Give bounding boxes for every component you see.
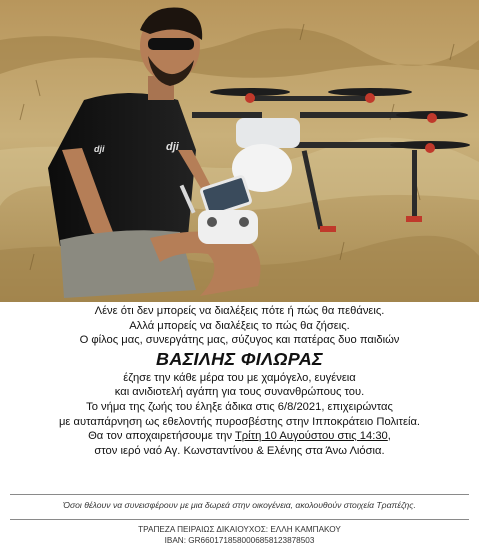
memorial-text [0,304,479,458]
bank-iban: IBAN: GR6601718580006858123878503 [164,536,315,545]
drone-body [236,118,300,148]
funeral-time-line [0,429,479,444]
tribute-line-1: έζησε την κάθε μέρα του με χαμόγελο, ευγένεια [123,371,356,384]
bank-beneficiary: ΤΡΑΠΕΖΑ ΠΕΙΡΑΙΩΣ ΔΙΚΑΙΟΥΧΟΣ: ΕΛΛΗ ΚΑΜΠΑΚΟΥ [138,525,341,534]
divider-bottom [10,519,469,520]
quote-line-1: Λένε ότι δεν μπορείς να διαλέξεις πότε ή πώς θα πεθάνεις. [94,305,385,317]
donation-note: Όσοι θέλουν να συνεισφέρουν με μια δωρεά στην οικογένεια, ακολουθούν στοιχεία Τραπέζης. [63,500,416,510]
funeral-suffix: , [387,430,391,443]
event-line-1: Το νήμα της ζωής του έληξε άδικα στις 6/8/2021, επιχειρώντας [86,400,393,413]
drone-foot-left [320,226,336,232]
drone-arm-left [192,112,262,118]
controller-stick-right [239,217,249,227]
funeral-location-line: στον ιερό ναό Αγ. Κωνσταντίνου & Ελένης στα Άνω Λιόσια. [94,444,385,457]
drone-arm-upper [248,96,368,101]
drone-motor-3 [427,113,437,123]
drone-motor-1 [245,93,255,103]
controller-stick-left [207,217,217,227]
bank-details [0,524,479,546]
funeral-prefix: Θα τον αποχαιρετήσουμε την [88,430,235,443]
shirt-logo-sleeve: dji [94,144,105,154]
controller-body [198,210,258,244]
drone-leg-right [412,150,417,220]
divider-top [10,494,469,495]
funeral-date: Τρίτη 10 Αυγούστου στις 14:30 [234,430,388,443]
event-line-2: με αυταπάρνηση ως εθελοντής πυροσβέστης στην Ιπποκράτειο Πολιτεία. [58,415,421,428]
deceased-name: ΒΑΣΙΛΗΣ ΦΙΛΩΡΑΣ [156,348,323,369]
intro-line: Ο φίλος μας, συνεργάτης μας, σύζυγος και πατέρας δυο παιδιών [79,334,400,347]
drone-motor-4 [425,143,435,153]
shirt-logo-chest: dji [166,141,179,153]
sunglasses-icon [148,38,194,50]
tribute-line-2: και ανιδιοτελή αγάπη για τους συνανθρώπους του. [114,386,365,399]
drone-foot-right [406,216,422,222]
quote-line-2: Αλλά μπορείς να διαλέξεις το πώς θα ζήσεις. [129,319,350,332]
drone-motor-2 [365,93,375,103]
